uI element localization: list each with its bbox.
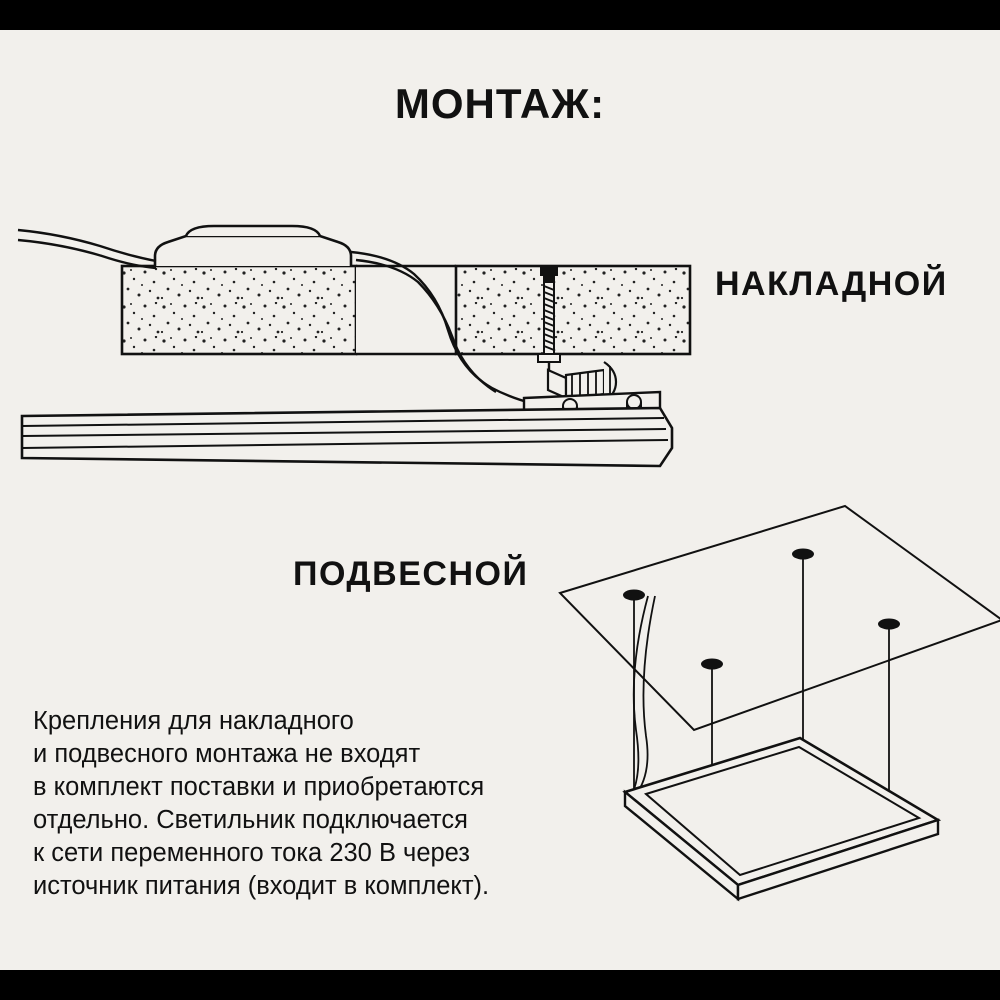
pendant-mount-illustration	[560, 506, 1000, 899]
concrete-ceiling-slab	[122, 266, 690, 354]
label-surface-mount: НАКЛАДНОЙ	[715, 265, 948, 303]
note-line-6: источник питания (входит в комплект).	[33, 872, 490, 900]
power-supply-driver	[155, 226, 351, 266]
note-line-5: к сети переменного тока 230 В через	[33, 839, 470, 867]
ceiling-plane	[560, 506, 1000, 730]
page-title: МОНТАЖ:	[394, 80, 606, 127]
note-line-3: в комплект поставки и приобретаются	[33, 773, 485, 801]
linear-luminaire-profile	[22, 408, 672, 466]
label-pendant-mount: ПОДВЕСНОЙ	[293, 555, 529, 593]
note-line-1: Крепления для накладного	[33, 707, 354, 735]
input-cable-2	[18, 240, 156, 268]
surface-mount-illustration	[18, 226, 690, 466]
input-cable	[18, 230, 156, 261]
note-line-4: отдельно. Светильник подключается	[33, 806, 468, 834]
diagram-canvas	[0, 30, 1000, 970]
ceiling-anchors	[623, 549, 900, 670]
led-panel	[625, 738, 938, 899]
note-line-2: и подвесного монтажа не входят	[33, 740, 421, 768]
